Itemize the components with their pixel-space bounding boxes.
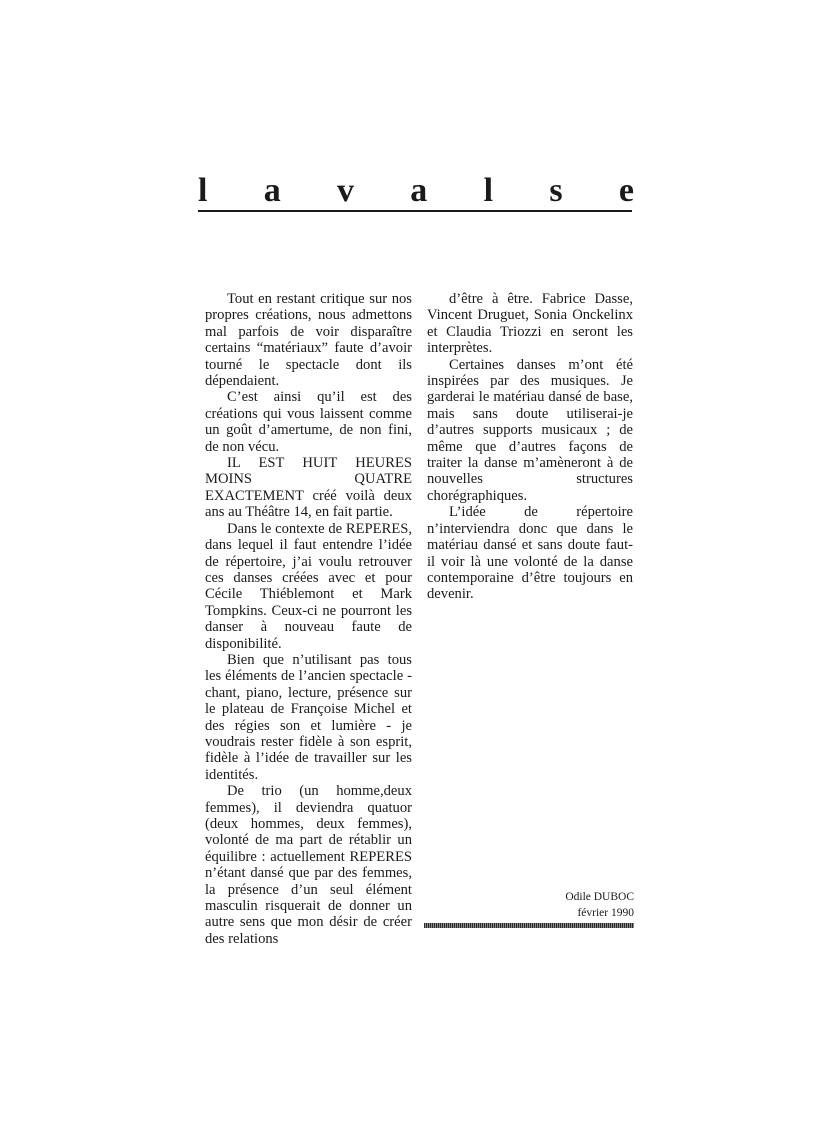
paragraph: De trio (un homme,deux femmes), il deviendra quatuor (deux hommes, deux femmes), volonté de ma part de rétablir un équilibre : actuellement REPERES n’étant dansé que par des femmes, la présence d’un seul élément masculin risquerait de donner un autre sens que mon désir de créer des relations <box>205 783 412 947</box>
title-letter: a <box>410 172 428 209</box>
signature-rule <box>424 923 634 928</box>
paragraph: d’être à être. Fabrice Dasse, Vincent Druguet, Sonia Onckelinx et Claudia Triozzi en seront les interprètes. <box>427 291 633 357</box>
title-letter: v <box>337 172 355 209</box>
title-underline <box>198 210 632 212</box>
title-letter: l <box>198 172 208 209</box>
signature-block <box>520 889 634 921</box>
paragraph: Dans le contexte de REPERES, dans lequel il faut entendre l’idée de répertoire, j’ai voulu retrouver ces danses créées avec et pour Cécile Thiéblemont et Mark Tompkins. Ceux-ci ne pourront les danser à nouveau faute de disponibilité. <box>205 520 412 652</box>
paragraph: IL EST HUIT HEURES MOINS QUATRE EXACTEMENT créé voilà deux ans au Théâtre 14, en fait partie. <box>205 455 412 521</box>
signature-date: février 1990 <box>577 907 634 919</box>
title-letter: e <box>618 172 634 209</box>
paragraph: Certaines danses m’ont été inspirées par des musiques. Je garderai le matériau dansé de base, mais sans doute utiliserai-je d’autres supports musicaux ; de même que d’autres façons de traiter la danse m’amèneront à de nouvelles structures chorégraphiques. <box>427 356 633 504</box>
title-letter: a <box>263 172 281 209</box>
paragraph: L’idée de répertoire n’interviendra donc que dans le matériau dansé et sans doute faut-il voir là une volonté de la danse contemporaine d’être toujours en devenir. <box>427 504 633 603</box>
paragraph: C’est ainsi qu’il est des créations qui vous laissent comme un goût d’amertume, de non fini, de non vécu. <box>205 389 412 455</box>
paragraph: Tout en restant critique sur nos propres créations, nous admettons mal parfois de voir disparaître certains “matériaux” faute d’avoir tourné le spectacle dont ils dépendaient. <box>205 291 412 390</box>
author-name: Odile DUBOC <box>565 891 634 903</box>
paragraph: Bien que n’utilisant pas tous les éléments de l’ancien spectacle - chant, piano, lecture, présence sur le plateau de Françoise Michel et des régies son et lumière - je voudrais rester fidèle à son esprit, fidèle à l’idée de travailler sur les identités. <box>205 651 412 783</box>
right-text-column <box>427 291 633 603</box>
page-title <box>198 168 634 208</box>
title-letter: l <box>483 172 494 209</box>
left-text-column <box>205 291 412 947</box>
title-letter: s <box>549 172 563 209</box>
